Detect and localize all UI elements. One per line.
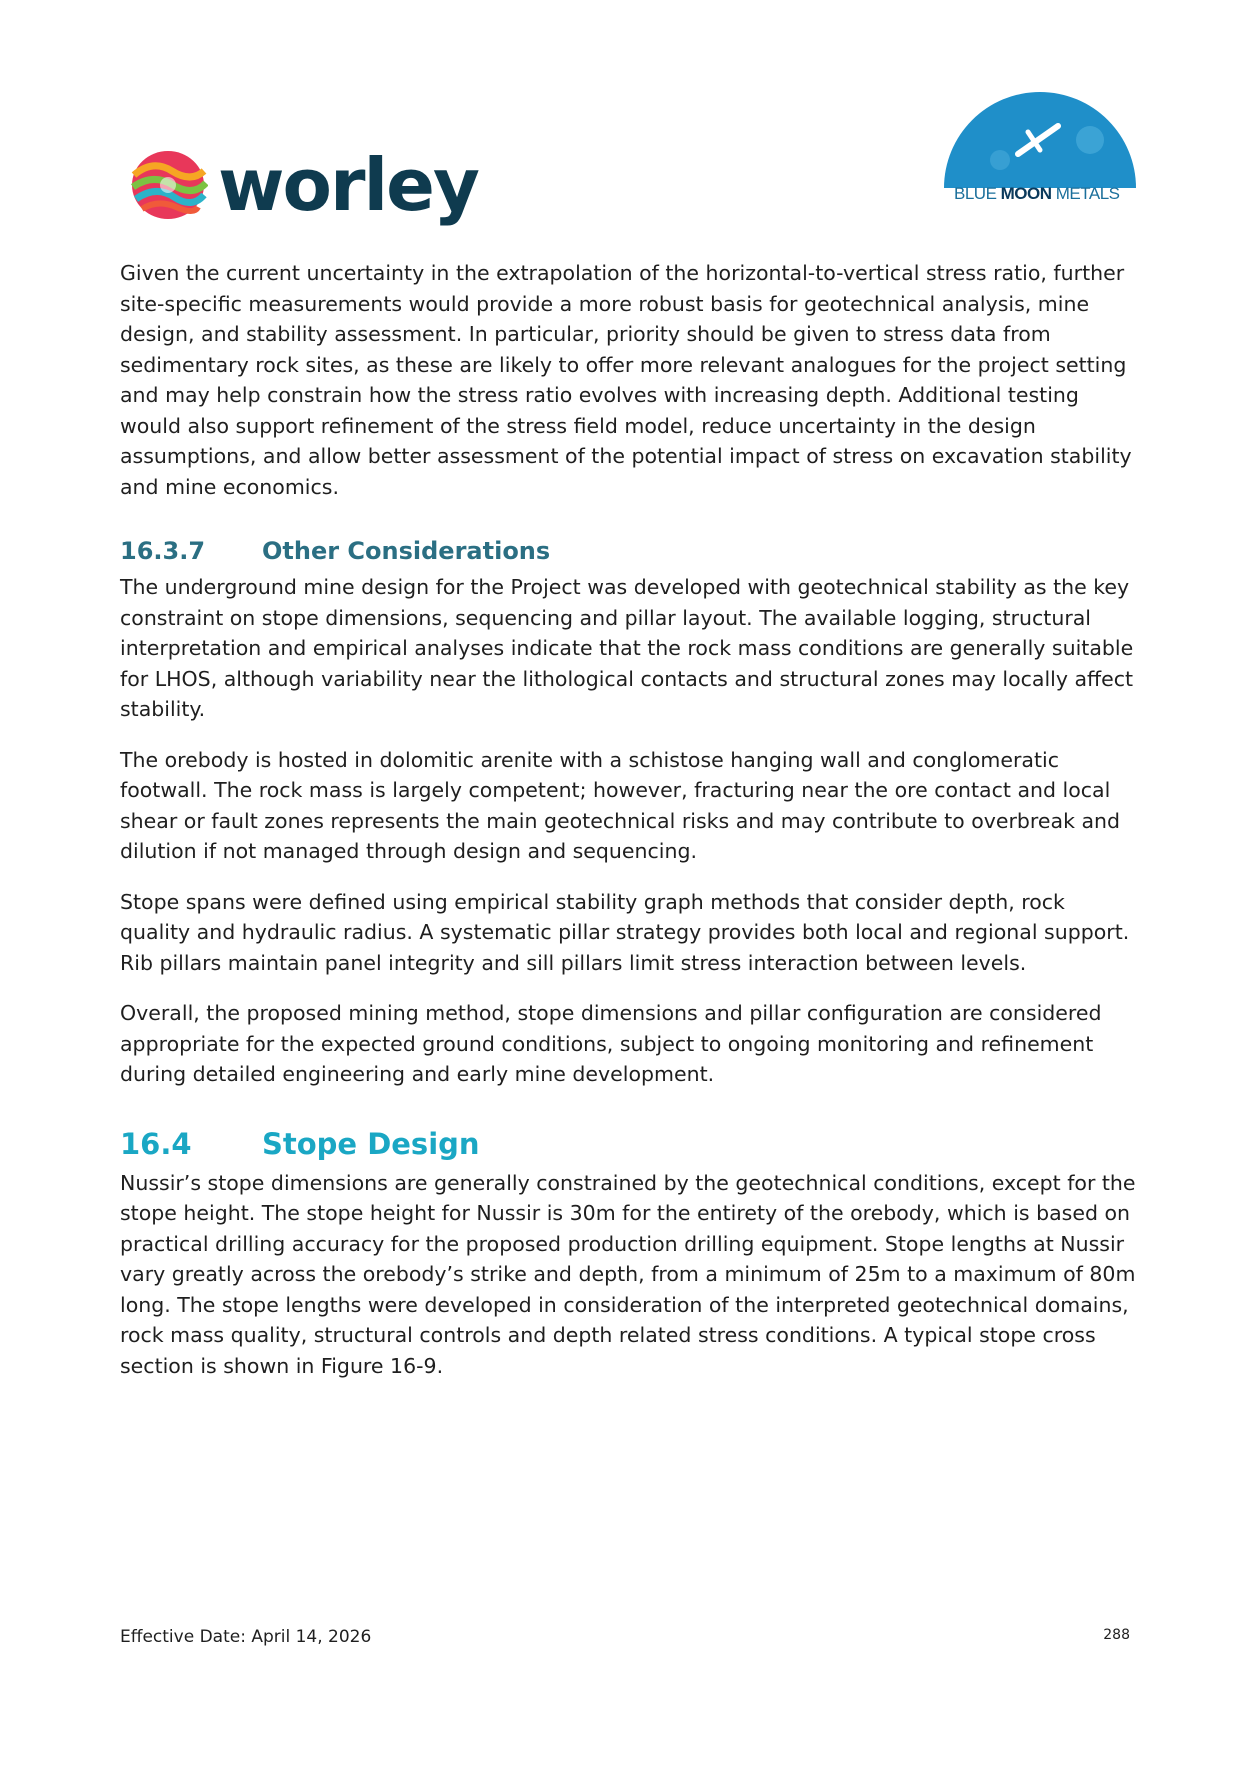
effective-date: Effective Date: April 14, 2026 bbox=[120, 1627, 372, 1647]
paragraph-mine-design: The underground mine design for the Project was developed with geotechnical stability as the key constraint on stope dimensions, sequencing and pillar layout. The available logging, structural interpretation and empirical analyses indicate that the rock mass conditions are generally suitable for LHOS, although variability near the lithological contacts and structural zones may locally affect stability. bbox=[120, 575, 1134, 721]
paragraph-stope-design: Nussir’s stope dimensions are generally constrained by the geotechnical conditions, except for the stope height. The stope height for Nussir is 30m for the entirety of the orebody, which is based on practical drilling accuracy for the proposed production drilling equipment. Stope lengths at Nussir vary greatly across the orebody’s strike and depth, from a minimum of 25m to a maximum of 80m long. The stope lengths were developed in consideration of the interpreted geotechnical domains, rock mass quality, structural controls and depth related stress conditions. A typical stope cross section is shown in Figure 16-9. bbox=[120, 1170, 1136, 1378]
paragraph-overall: Overall, the proposed mining method, stope dimensions and pillar configuration are considered appropriate for the expected ground conditions, subject to ongoing monitoring and refinement during detailed engineering and early mine development. bbox=[120, 1001, 1102, 1086]
page-footer bbox=[120, 1627, 1130, 1647]
section-title: Stope Design bbox=[262, 1126, 480, 1161]
section-number: 16.4 bbox=[120, 1126, 192, 1161]
worley-wordmark: worley bbox=[218, 143, 478, 227]
blue-moon-metals-wordmark: BLUE MOON METALS bbox=[954, 184, 1120, 203]
blue-moon-metals-logo bbox=[940, 80, 1150, 210]
moon-dome-icon bbox=[940, 80, 1140, 190]
paragraph-stress-ratio: Given the current uncertainty in the extrapolation of the horizontal-to-vertical stress ratio, further site-specific measurements would provide a more robust basis for geotechnical analysis, mine design, and stability assessment. In particular, priority should be given to stress data from sedimentary rock sites, as these are likely to offer more relevant analogues for the project setting and may help constrain how the stress ratio evolves with increasing depth. Additional testing would also support refinement of the stress field model, reduce uncertainty in the design assumptions, and allow better assessment of the potential impact of stress on excavation stability and mine economics. bbox=[120, 261, 1132, 499]
paragraph-orebody: The orebody is hosted in dolomitic arenite with a schistose hanging wall and conglomeratic footwall. The rock mass is largely competent; however, fracturing near the ore contact and local shear or fault zones represents the main geotechnical risks and may contribute to overbreak and dilution if not managed through design and sequencing. bbox=[120, 747, 1121, 863]
section-heading-16-3-7 bbox=[120, 534, 1140, 568]
page-number: 288 bbox=[1103, 1627, 1130, 1643]
section-heading-16-4 bbox=[120, 1124, 1140, 1164]
worley-logo bbox=[128, 140, 478, 240]
section-number: 16.3.7 bbox=[120, 537, 206, 565]
worley-swirl-icon bbox=[128, 145, 208, 225]
section-title: Other Considerations bbox=[262, 537, 551, 565]
paragraph-stope-spans: Stope spans were defined using empirical stability graph methods that consider depth, rock quality and hydraulic radius. A systematic pillar strategy provides both local and regional support. Rib pillars maintain panel integrity and sill pillars limit stress interaction between levels. bbox=[120, 889, 1130, 975]
page-content bbox=[120, 258, 1140, 1401]
